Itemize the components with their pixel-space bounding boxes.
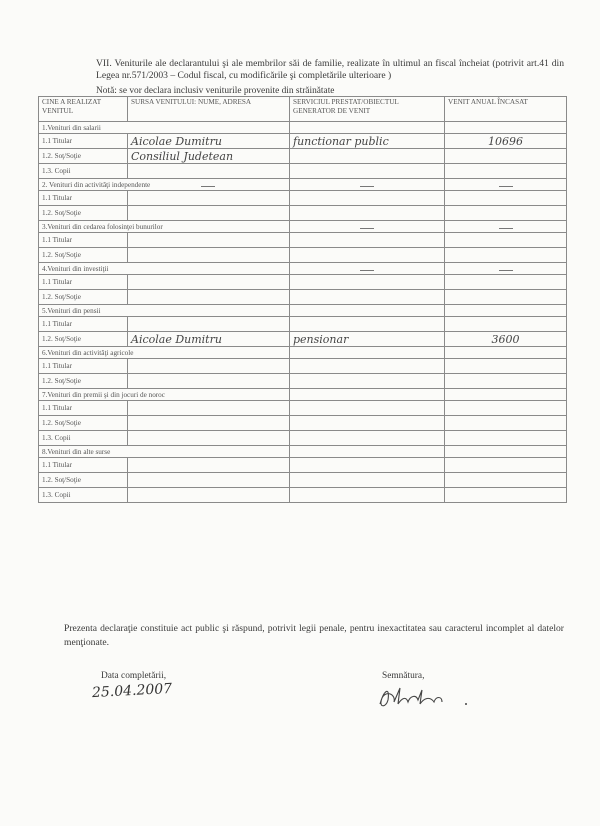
- table-row: [39, 206, 567, 221]
- table-row: [39, 401, 567, 416]
- table-row: [39, 149, 567, 164]
- row-label: 1.2. Soţ/Soţie: [39, 416, 128, 431]
- header-service: SERVICIUL PRESTAT/OBIECTUL GENERATOR DE VENIT: [290, 97, 445, 122]
- section-row: [39, 179, 567, 191]
- row-label: 1.2. Soţ/Soţie: [39, 290, 128, 305]
- dash-mark: [360, 228, 374, 229]
- row-label: 1.2. Soţ/Soţie: [39, 248, 128, 263]
- table-row: [39, 458, 567, 473]
- handwritten-service: pensionar: [290, 332, 445, 347]
- table-row: [39, 164, 567, 179]
- section-row: [39, 305, 567, 317]
- handwritten-service: functionar public: [290, 134, 445, 149]
- section-title: 3.Venituri din cedarea folosinţei bunurilor: [39, 221, 128, 233]
- dash-mark: [499, 228, 513, 229]
- row-label: 1.1 Titular: [39, 233, 128, 248]
- dash-mark: [201, 186, 215, 187]
- section-title: 6.Venituri din activităţi agricole: [39, 347, 128, 359]
- intro-text: VII. Veniturile ale declarantului şi ale membrilor săi de familie, realizate în ultimul an fiscal încheiat (potrivit art.41 din Legea nr.571/2003 – Codul fiscal, cu modificările şi completările ulterioare ): [96, 58, 564, 81]
- handwritten-source: Aicolae Dumitru: [128, 134, 290, 149]
- row-label: 1.3. Copii: [39, 488, 128, 503]
- row-label: 1.2. Soţ/Soţie: [39, 332, 128, 347]
- header-income: VENIT ANUAL ÎNCASAT: [445, 97, 567, 122]
- header-source: SURSA VENITULUI: NUME, ADRESA: [128, 97, 290, 122]
- row-label: 1.1 Titular: [39, 401, 128, 416]
- table-row: [39, 374, 567, 389]
- income-table: [38, 96, 567, 503]
- table-row: [39, 473, 567, 488]
- section-title: 8.Venituri din alte surse: [39, 446, 128, 458]
- dash-mark: [499, 186, 513, 187]
- declaration-footer: [40, 622, 564, 650]
- signature-icon: [376, 680, 486, 714]
- handwritten-source: Aicolae Dumitru: [128, 332, 290, 347]
- row-label: 1.3. Copii: [39, 164, 128, 179]
- section-title: 5.Venituri din pensii: [39, 305, 128, 317]
- table-row: [39, 332, 567, 347]
- table-header-row: [39, 97, 567, 122]
- date-label: Data completării,: [101, 671, 167, 681]
- dash-mark: [499, 270, 513, 271]
- section-row: [39, 446, 567, 458]
- intro-paragraph: [40, 58, 564, 82]
- section-title: 4.Venituri din investiţii: [39, 263, 128, 275]
- section-row: [39, 221, 567, 233]
- section-row: [39, 347, 567, 359]
- header-who: CINE A REALIZAT VENITUL: [39, 97, 128, 122]
- table-row: [39, 191, 567, 206]
- row-label: 1.1 Titular: [39, 191, 128, 206]
- handwritten-amount: 10696: [445, 134, 567, 149]
- section-row: [39, 122, 567, 134]
- handwritten-date: 25.04.2007: [91, 680, 173, 702]
- section-row: [39, 389, 567, 401]
- table-row: [39, 134, 567, 149]
- table-row: [39, 431, 567, 446]
- dash-mark: [360, 186, 374, 187]
- row-label: 1.3. Copii: [39, 431, 128, 446]
- row-label: 1.1 Titular: [39, 317, 128, 332]
- row-label: 1.2. Soţ/Soţie: [39, 374, 128, 389]
- table-row: [39, 233, 567, 248]
- table-row: [39, 488, 567, 503]
- footer-text: Prezenta declaraţie constituie act public şi răspund, potrivit legii penale, pentru inexactitatea sau caracterul incomplet al datelor menţionate.: [64, 623, 564, 648]
- table-row: [39, 290, 567, 305]
- table-row: [39, 317, 567, 332]
- section-title: 2. Venituri din activităţi independente: [39, 179, 128, 191]
- intro-note: Notă: se vor declara inclusiv veniturile provenite din străinătate: [96, 86, 335, 96]
- row-label: 1.1 Titular: [39, 275, 128, 290]
- table-row: [39, 416, 567, 431]
- handwritten-source: Consiliul Judetean: [128, 149, 290, 164]
- section-title: 7.Venituri din premii şi din jocuri de noroc: [39, 389, 128, 401]
- row-label: 1.1 Titular: [39, 134, 128, 149]
- table-row: [39, 248, 567, 263]
- row-label: 1.2. Soţ/Soţie: [39, 206, 128, 221]
- handwritten-amount: 3600: [445, 332, 567, 347]
- row-label: 1.1 Titular: [39, 458, 128, 473]
- row-label: 1.2. Soţ/Soţie: [39, 149, 128, 164]
- section-row: [39, 263, 567, 275]
- row-label: 1.2. Soţ/Soţie: [39, 473, 128, 488]
- table-row: [39, 359, 567, 374]
- table-row: [39, 275, 567, 290]
- dash-mark: [360, 270, 374, 271]
- signature-label: Semnătura,: [382, 671, 425, 681]
- row-label: 1.1 Titular: [39, 359, 128, 374]
- section-title: 1.Venituri din salarii: [39, 122, 128, 134]
